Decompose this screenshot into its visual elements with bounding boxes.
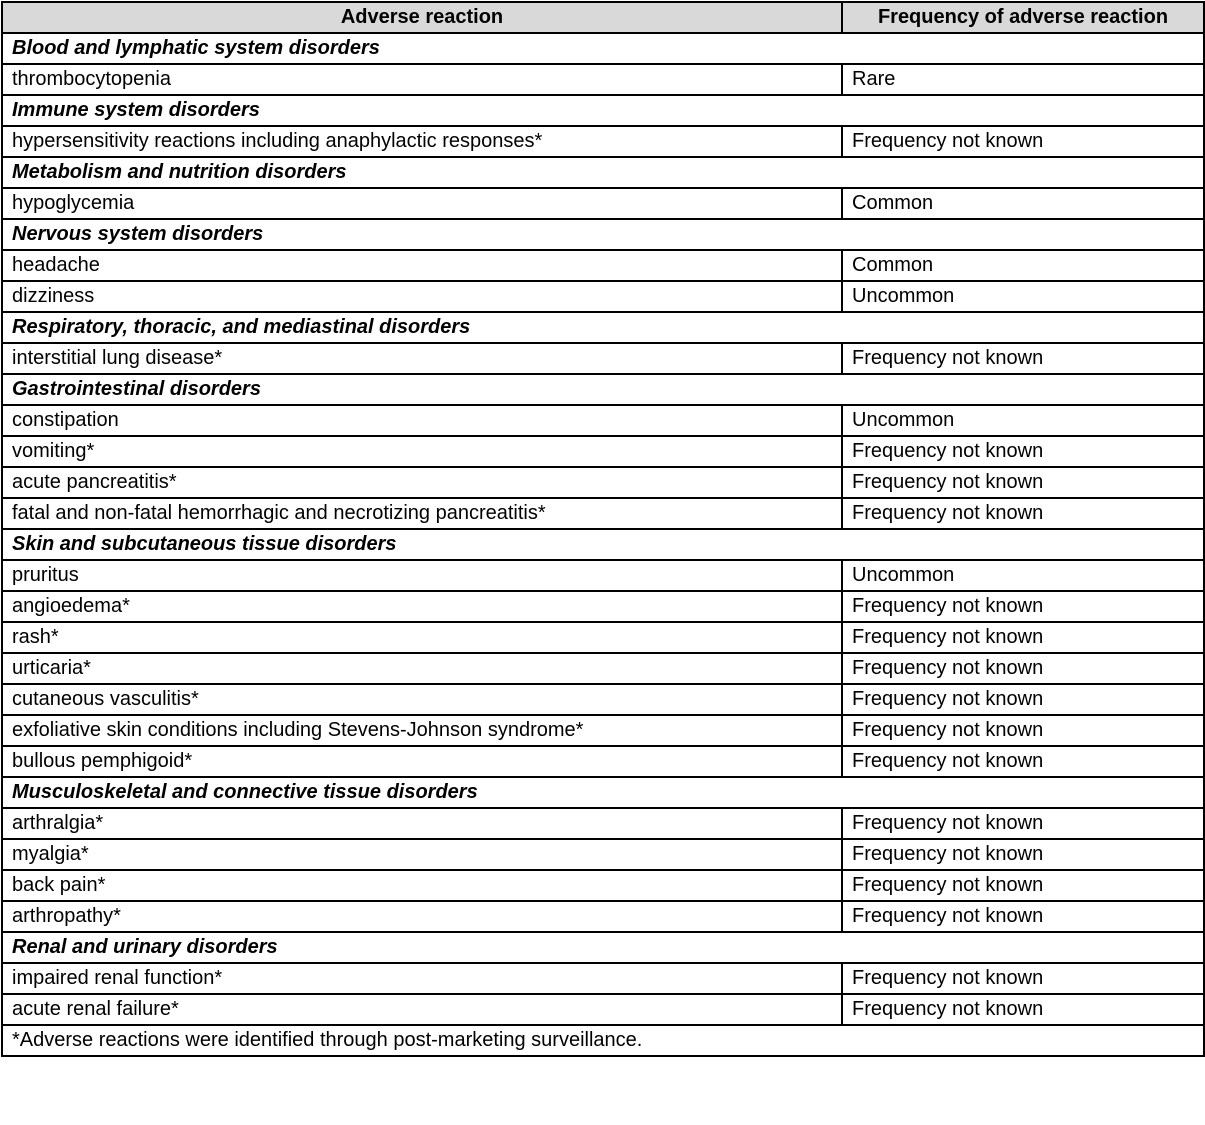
category-row	[2, 932, 1204, 963]
table-row	[2, 715, 1204, 746]
table-row	[2, 963, 1204, 994]
frequency-cell: Uncommon	[842, 405, 1204, 436]
frequency-cell: Frequency not known	[842, 591, 1204, 622]
adverse-reaction-cell: acute renal failure*	[2, 994, 842, 1025]
category-label: Nervous system disorders	[2, 219, 1204, 250]
table-row	[2, 839, 1204, 870]
frequency-cell: Frequency not known	[842, 653, 1204, 684]
adverse-reaction-cell: hypersensitivity reactions including anaphylactic responses*	[2, 126, 842, 157]
table-row	[2, 250, 1204, 281]
adverse-reactions-table	[1, 1, 1205, 1057]
adverse-reaction-cell: arthralgia*	[2, 808, 842, 839]
adverse-reaction-cell: hypoglycemia	[2, 188, 842, 219]
footnote-row	[2, 1025, 1204, 1056]
category-row	[2, 529, 1204, 560]
adverse-reaction-cell: pruritus	[2, 560, 842, 591]
table-row	[2, 808, 1204, 839]
frequency-cell: Frequency not known	[842, 684, 1204, 715]
frequency-cell: Frequency not known	[842, 467, 1204, 498]
frequency-cell: Frequency not known	[842, 498, 1204, 529]
frequency-cell: Rare	[842, 64, 1204, 95]
adverse-reaction-cell: myalgia*	[2, 839, 842, 870]
frequency-cell: Uncommon	[842, 560, 1204, 591]
category-label: Renal and urinary disorders	[2, 932, 1204, 963]
adverse-reaction-cell: angioedema*	[2, 591, 842, 622]
adverse-reaction-cell: impaired renal function*	[2, 963, 842, 994]
table-row	[2, 684, 1204, 715]
table-row	[2, 870, 1204, 901]
table-row	[2, 746, 1204, 777]
adverse-reaction-cell: dizziness	[2, 281, 842, 312]
table-row	[2, 405, 1204, 436]
category-label: Metabolism and nutrition disorders	[2, 157, 1204, 188]
frequency-cell: Frequency not known	[842, 808, 1204, 839]
table-header-row	[2, 2, 1204, 33]
category-row	[2, 312, 1204, 343]
adverse-reaction-cell: acute pancreatitis*	[2, 467, 842, 498]
adverse-reaction-cell: urticaria*	[2, 653, 842, 684]
table-row	[2, 126, 1204, 157]
table-row	[2, 653, 1204, 684]
table-row	[2, 901, 1204, 932]
frequency-cell: Frequency not known	[842, 746, 1204, 777]
frequency-cell: Uncommon	[842, 281, 1204, 312]
table-row	[2, 64, 1204, 95]
category-label: Skin and subcutaneous tissue disorders	[2, 529, 1204, 560]
table-row	[2, 436, 1204, 467]
frequency-cell: Frequency not known	[842, 839, 1204, 870]
frequency-cell: Frequency not known	[842, 715, 1204, 746]
frequency-cell: Frequency not known	[842, 126, 1204, 157]
frequency-cell: Common	[842, 250, 1204, 281]
category-label: Gastrointestinal disorders	[2, 374, 1204, 405]
frequency-cell: Frequency not known	[842, 622, 1204, 653]
frequency-cell: Common	[842, 188, 1204, 219]
table-row	[2, 591, 1204, 622]
table-row	[2, 188, 1204, 219]
adverse-reaction-cell: bullous pemphigoid*	[2, 746, 842, 777]
category-row	[2, 157, 1204, 188]
adverse-reaction-cell: fatal and non-fatal hemorrhagic and necrotizing pancreatitis*	[2, 498, 842, 529]
frequency-cell: Frequency not known	[842, 343, 1204, 374]
frequency-cell: Frequency not known	[842, 901, 1204, 932]
category-row	[2, 95, 1204, 126]
table-row	[2, 560, 1204, 591]
frequency-cell: Frequency not known	[842, 436, 1204, 467]
adverse-reaction-cell: constipation	[2, 405, 842, 436]
table-row	[2, 498, 1204, 529]
table-row	[2, 994, 1204, 1025]
table-row	[2, 622, 1204, 653]
category-label: Musculoskeletal and connective tissue disorders	[2, 777, 1204, 808]
header-frequency: Frequency of adverse reaction	[842, 2, 1204, 33]
adverse-reaction-cell: cutaneous vasculitis*	[2, 684, 842, 715]
category-row	[2, 33, 1204, 64]
adverse-reaction-cell: arthropathy*	[2, 901, 842, 932]
header-adverse-reaction: Adverse reaction	[2, 2, 842, 33]
adverse-reaction-cell: exfoliative skin conditions including Stevens-Johnson syndrome*	[2, 715, 842, 746]
category-row	[2, 374, 1204, 405]
frequency-cell: Frequency not known	[842, 963, 1204, 994]
adverse-reaction-cell: back pain*	[2, 870, 842, 901]
table-row	[2, 281, 1204, 312]
table-row	[2, 343, 1204, 374]
category-label: Immune system disorders	[2, 95, 1204, 126]
adverse-reaction-cell: rash*	[2, 622, 842, 653]
frequency-cell: Frequency not known	[842, 870, 1204, 901]
table-row	[2, 467, 1204, 498]
adverse-reaction-cell: headache	[2, 250, 842, 281]
adverse-reaction-cell: interstitial lung disease*	[2, 343, 842, 374]
adverse-reaction-cell: thrombocytopenia	[2, 64, 842, 95]
category-row	[2, 777, 1204, 808]
footnote: *Adverse reactions were identified through post-marketing surveillance.	[2, 1025, 1204, 1056]
frequency-cell: Frequency not known	[842, 994, 1204, 1025]
category-row	[2, 219, 1204, 250]
category-label: Respiratory, thoracic, and mediastinal disorders	[2, 312, 1204, 343]
category-label: Blood and lymphatic system disorders	[2, 33, 1204, 64]
adverse-reaction-cell: vomiting*	[2, 436, 842, 467]
table-body	[2, 33, 1204, 1025]
